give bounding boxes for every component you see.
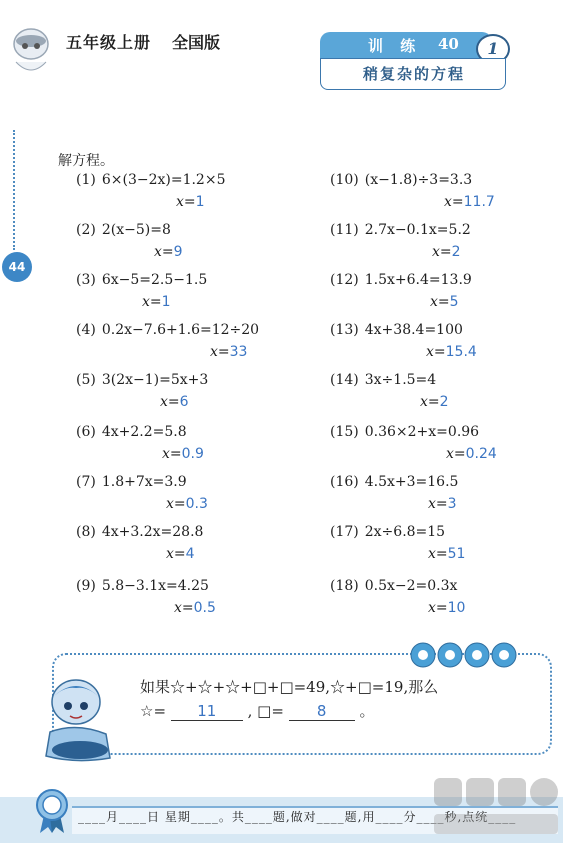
problem-number: (16)	[330, 474, 359, 490]
answer-prefix: x=	[154, 244, 174, 260]
problem-number: (2)	[76, 222, 96, 238]
problem-number: (3)	[76, 272, 96, 288]
grade-title: 五年级上册	[66, 33, 152, 52]
problem-answer	[176, 194, 205, 210]
problem-equation	[330, 424, 479, 440]
answer-prefix: x=	[160, 394, 180, 410]
problem-answer	[420, 394, 449, 410]
answer-value: 1	[195, 194, 205, 210]
answer-prefix: x=	[174, 600, 194, 616]
problem-number: (15)	[330, 424, 359, 440]
margin-dotted-line	[13, 130, 15, 250]
problem-answer	[166, 496, 208, 512]
answer-prefix: x=	[428, 546, 448, 562]
problem-number: (11)	[330, 222, 359, 238]
equation-text: 3x÷1.5=4	[364, 372, 437, 388]
equation-text: (x−1.8)÷3=3.3	[364, 172, 473, 188]
problem-number: (14)	[330, 372, 359, 388]
answer-prefix: x=	[444, 194, 464, 210]
star-answer: 11	[171, 702, 243, 721]
edition-label: 全国版	[172, 33, 221, 52]
equation-text: 2(x−5)=8	[101, 222, 171, 238]
equation-text: 0.2x−7.6+1.6=12÷20	[101, 322, 260, 338]
answer-prefix: x=	[430, 294, 450, 310]
answer-prefix: x=	[142, 294, 162, 310]
training-label: 训 练	[368, 37, 422, 55]
star-label: ☆=	[140, 702, 167, 720]
answer-value: 11.7	[463, 194, 495, 210]
problem-number: (18)	[330, 578, 359, 594]
lesson-subtitle: 稍复杂的方程	[362, 65, 465, 83]
equation-text: 3(2x−1)=5x+3	[101, 372, 209, 388]
answer-prefix: x=	[426, 344, 446, 360]
answer-prefix: x=	[432, 244, 452, 260]
puzzle-separator: ,	[247, 702, 253, 720]
equation-text: 0.5x−2=0.3x	[364, 578, 458, 594]
equation-text: 4x+38.4=100	[364, 322, 463, 338]
answer-prefix: x=	[176, 194, 196, 210]
problem-equation	[76, 578, 209, 594]
puzzle-answer-row	[140, 700, 374, 721]
puzzle-end: 。	[359, 702, 375, 720]
problem-number: (12)	[330, 272, 359, 288]
problem-number: (10)	[330, 172, 359, 188]
answer-value: 0.9	[181, 446, 204, 462]
problem-number: (13)	[330, 322, 359, 338]
answer-value: 0.3	[185, 496, 208, 512]
answer-value: 5	[449, 294, 459, 310]
answer-prefix: x=	[210, 344, 230, 360]
equation-text: 2x÷6.8=15	[364, 524, 446, 540]
problem-equation	[76, 474, 187, 490]
answer-value: 9	[173, 244, 183, 260]
problem-equation	[330, 222, 471, 238]
problem-equation	[76, 172, 225, 188]
problem-equation	[330, 474, 458, 490]
answer-prefix: x=	[166, 546, 186, 562]
problem-number: (7)	[76, 474, 96, 490]
training-header	[320, 32, 508, 90]
problem-number: (9)	[76, 578, 96, 594]
problem-answer	[174, 600, 216, 616]
equation-text: 2.7x−0.1x=5.2	[364, 222, 471, 238]
answer-prefix: x=	[428, 496, 448, 512]
mascot-icon	[6, 22, 56, 78]
equation-text: 5.8−3.1x=4.25	[101, 578, 209, 594]
answer-value: 6	[179, 394, 189, 410]
square-answer: 8	[289, 702, 355, 721]
problem-number: (8)	[76, 524, 96, 540]
answer-value: 0.5	[193, 600, 216, 616]
problem-answer	[142, 294, 171, 310]
subtitle-box	[320, 58, 506, 90]
problem-answer	[210, 344, 247, 360]
training-number: 40	[438, 35, 459, 53]
problem-number: (1)	[76, 172, 96, 188]
answer-prefix: x=	[420, 394, 440, 410]
page-number: 44	[2, 252, 32, 282]
puzzle-question: 如果☆+☆+☆+□+□=49,☆+□=19,那么	[140, 678, 439, 696]
answer-prefix: x=	[162, 446, 182, 462]
problem-equation	[330, 272, 472, 288]
answer-value: 51	[447, 546, 466, 562]
problem-answer	[162, 446, 204, 462]
problem-number: (17)	[330, 524, 359, 540]
problem-answer	[428, 496, 457, 512]
equation-text: 6x−5=2.5−1.5	[101, 272, 208, 288]
answer-prefix: x=	[428, 600, 448, 616]
answer-value: 33	[229, 344, 248, 360]
problem-answer	[426, 344, 477, 360]
equation-text: 4x+3.2x=28.8	[101, 524, 204, 540]
problem-equation	[76, 272, 207, 288]
answer-prefix: x=	[166, 496, 186, 512]
answer-value: 10	[447, 600, 466, 616]
medal-icon	[34, 787, 70, 833]
problem-equation	[330, 322, 463, 338]
equation-text: 4x+2.2=5.8	[101, 424, 187, 440]
training-banner	[320, 32, 492, 58]
square-label: □=	[257, 702, 284, 720]
equation-text: 6×(3−2x)=1.2×5	[101, 172, 226, 188]
instruction: 解方程。	[58, 153, 114, 169]
problem-equation	[76, 372, 208, 388]
child-illustration-icon	[36, 672, 120, 764]
answer-value: 2	[451, 244, 461, 260]
tips-banner-icon	[408, 640, 528, 670]
equation-text: 1.8+7x=3.9	[101, 474, 187, 490]
equation-text: 1.5x+6.4=13.9	[364, 272, 472, 288]
problem-answer	[446, 446, 497, 462]
problem-answer	[432, 244, 461, 260]
problem-answer	[166, 546, 195, 562]
problem-answer	[444, 194, 495, 210]
watermark-logo-icon	[430, 772, 562, 840]
problem-equation	[330, 372, 436, 388]
problem-number: (6)	[76, 424, 96, 440]
problem-number: (4)	[76, 322, 96, 338]
problem-answer	[154, 244, 183, 260]
answer-value: 15.4	[445, 344, 477, 360]
answer-value: 1	[161, 294, 171, 310]
answer-prefix: x=	[446, 446, 466, 462]
problem-answer	[430, 294, 459, 310]
footer-record-text: ____月____日 星期____。共____题,做对____题,用____分____秒,点统____	[78, 810, 517, 824]
problem-equation	[76, 524, 203, 540]
equation-text: 0.36×2+x=0.96	[364, 424, 480, 440]
problem-number: (5)	[76, 372, 96, 388]
equation-text: 4.5x+3=16.5	[364, 474, 459, 490]
problem-equation	[76, 322, 259, 338]
problem-answer	[160, 394, 189, 410]
problem-equation	[330, 578, 457, 594]
problem-equation	[76, 424, 187, 440]
answer-value: 0.24	[465, 446, 497, 462]
problem-equation	[330, 524, 445, 540]
answer-value: 4	[185, 546, 195, 562]
problem-answer	[428, 600, 465, 616]
problem-equation	[76, 222, 171, 238]
problem-equation	[330, 172, 472, 188]
answer-value: 3	[447, 496, 457, 512]
training-badge: 1	[476, 34, 510, 64]
answer-value: 2	[439, 394, 449, 410]
problem-answer	[428, 546, 465, 562]
